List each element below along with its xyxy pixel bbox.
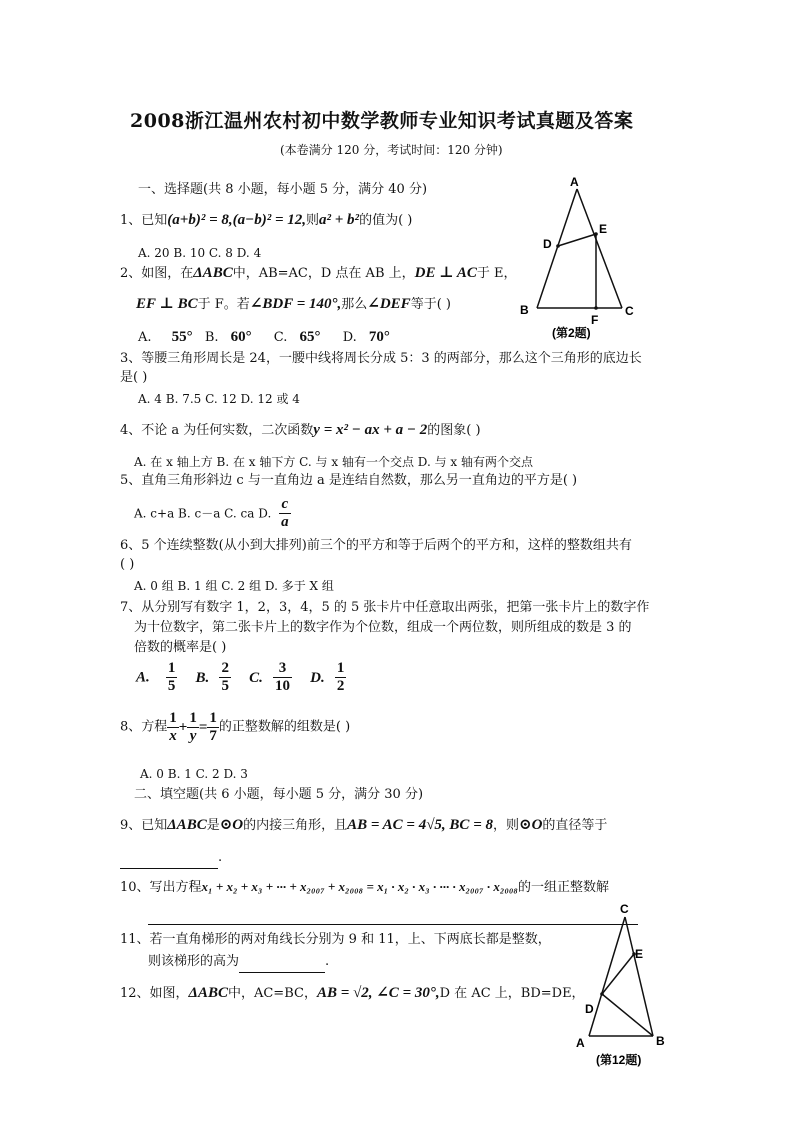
section-heading: 一、选择题(共 8 小题，每小题 5 分，满分 40 分) [138,182,428,197]
q2-angle-1: ∠BDF = 140°, [249,296,342,312]
q9-text-3: ，则 [493,818,520,833]
q10-formula: x₁ + x₂ + x₃ + ··· + x₂₀₀₇ + x₂₀₀₈ = x₁ · x₂ · x₃ · ··· · x₂₀₀₇ · x₂₀₀₈ [201,879,518,894]
q8-fraction-2 [187,710,199,745]
fig2-caption: (第2题) [552,326,591,340]
question-3-line-1: 3、等腰三角形周长是 24，一腰中线将周长分成 5：3 的两部分，那么这个三角形的底边长 [120,351,642,366]
q8-plus: + [178,719,188,736]
question-7-line-2: 为十位数字，第二张卡片上的数字作为个位数，组成一个两位数，则所组成的数是 3 的 [134,620,632,635]
question-11-line-2 [148,952,329,973]
question-1 [120,210,412,231]
q1-mid: 则 [306,213,320,228]
q2-text-1: 中，AB=AC，D 点在 AB 上， [232,266,415,281]
question-8 [120,710,350,745]
question-12 [120,983,585,1004]
fig2-point-d [556,244,560,248]
fig2-label-b: B [520,303,529,317]
q8-fraction-1 [167,710,179,745]
q9-end: . [218,850,223,865]
figure-2 [512,172,652,344]
fig12-side-ac [589,917,625,1036]
q9-answer-blank[interactable] [120,848,218,869]
q11-text: 则该梯形的高为 [148,954,240,969]
q2-option-d-label: D. [342,330,357,345]
q2-option-a: 55° [171,329,193,345]
q8-prefix: 8、方程 [120,719,168,735]
q4-options: A. 在 x 轴上方 B. 在 x 轴下方 C. 与 x 轴有一个交点 D. 与 x 轴有两个交点 [134,455,533,469]
question-3-line-2: 是( ) [120,370,148,385]
q1-formula-1: (a+b)² = 8, [167,212,233,228]
fig12-label-a: A [576,1036,585,1050]
fig2-segment-de [558,234,596,246]
fig12-point-d [600,992,604,996]
q2-options [138,327,390,348]
q2-option-c: 65° [299,329,321,345]
q12-suffix: D 在 AC 上，BD=DE， [439,986,585,1001]
fig2-label-f: F [591,313,599,327]
fig12-label-d: D [585,1002,594,1016]
q1-prefix: 1、已知 [120,213,168,228]
page-title: 2008浙江温州农村初中数学教师专业知识考试真题及答案 [130,110,634,132]
q2-perp-2: EF ⊥ BC [136,296,198,312]
fig2-label-e: E [599,222,608,236]
q7-option-a-label: A. [136,669,150,686]
q7-option-a-fraction [166,660,178,695]
q8-options: A. 0 B. 1 C. 2 D. 3 [140,767,248,781]
question-6-line-1: 6、5 个连续整数(从小到大排列)前三个的平方和等于后两个的平方和，这样的整数组共有 [120,538,632,553]
q8-fraction-3 [207,710,219,745]
q2-text-3: 于 F。若 [197,297,250,312]
q7-option-c-fraction [273,660,292,695]
q5-frac-den: a [281,514,289,530]
fig12-label-b: B [656,1034,665,1048]
q2-option-b: 60° [230,329,252,345]
fig2-point-e [594,232,598,236]
q12-formula: AB = √2, ∠C = 30°, [316,985,440,1001]
q5-frac-num: c [279,496,291,514]
q9-formula: AB = AC = 4√5, BC = 8 [347,817,493,833]
q7-option-b-fraction [219,660,231,695]
fig12-label-c: C [620,902,629,916]
fig2-label-a: A [570,175,579,189]
section-heading-2: 二、填空题(共 6 小题，每小题 5 分，满分 30 分) [134,787,424,802]
q2-text-5: 等于( ) [410,297,451,312]
q7-c-num: 3 [273,660,292,678]
q7-d-den: 2 [336,678,345,694]
page-subtitle: (本卷满分 120 分，考试时间：120 分钟) [280,143,503,157]
q10-suffix: 的一组正整数解 [517,880,609,895]
fig12-segment-de [602,954,634,994]
q12-text-1: 中，AC=BC， [227,986,317,1001]
question-9 [120,815,607,836]
q4-prefix: 4、不论 a 为任何实数，二次函数 [120,423,314,438]
q2-angle-2: ∠DEF [367,296,411,312]
q8-suffix: 的正整数解的组数是( ) [218,719,351,735]
q2-triangle: ΔABC [193,265,233,281]
q1-suffix: 的值为( ) [359,213,413,228]
q7-c-den: 10 [275,678,290,694]
figure-12 [568,896,678,1074]
q11-end: . [325,954,330,969]
q3-options: A. 4 B. 7.5 C. 12 D. 12 或 4 [138,392,300,406]
q1-options: A. 20 B. 10 C. 8 D. 4 [138,246,262,260]
q9-text-2: 的内接三角形，且 [243,818,348,833]
q2-option-d: 70° [368,329,390,345]
q8-f1-den: x [169,728,177,744]
q2-text-4: 那么 [341,297,368,312]
fig12-label-e: E [635,947,644,961]
question-2-line-1 [120,263,516,284]
q9-circle: ⊙O [219,817,244,833]
fig2-side-ac [577,189,622,308]
q10-prefix: 10、写出方程 [120,880,202,895]
fig2-label-d: D [543,237,552,251]
q5-options-text: A. c+a B. c－a C. ca D. [134,506,272,521]
question-2-line-2 [136,294,451,315]
fig2-label-c: C [625,304,634,318]
question-7-line-1: 7、从分别写有数字 1，2，3，4，5 的 5 张卡片中任意取出两张，把第一张卡片上的数字作 [120,600,650,615]
question-5: 5、直角三角形斜边 c 与一直角边 a 是连结自然数，那么另一直角边的平方是( ) [120,473,578,488]
q7-options [136,660,346,695]
q10-answer-blank[interactable] [148,924,638,925]
question-7-line-3: 倍数的概率是( ) [134,640,227,655]
q5-option-d-fraction [279,496,291,531]
q9-triangle: ΔABC [167,817,207,833]
q9-prefix: 9、已知 [120,818,168,833]
fig2-point-f [594,306,598,310]
q9-suffix: 的直径等于 [542,818,608,833]
q8-f1-num: 1 [169,710,177,726]
q9-circle-2: ⊙O [519,817,543,833]
fig12-side-bc [625,917,653,1036]
q8-f3-den: 7 [209,728,217,744]
q2-option-b-label: B. [204,330,219,345]
q7-option-c-label: C. [249,669,263,686]
q7-a-num: 1 [167,660,176,676]
q7-b-den: 5 [221,678,229,694]
q11-answer-blank[interactable] [239,952,325,973]
question-11-line-1: 11、若一直角梯形的两对角线长分别为 9 和 11，上、下两底长都是整数， [120,932,551,947]
fig12-caption: (第12题) [596,1053,642,1067]
q7-b-num: 2 [221,660,229,676]
q7-option-d-fraction [335,660,347,695]
q9-answer-line[interactable] [120,848,222,869]
q7-a-den: 5 [167,678,176,694]
q7-option-b-label: B. [195,669,210,686]
q9-text-1: 是 [206,818,220,833]
q8-equals: = [198,719,208,736]
q12-prefix: 12、如图， [120,986,189,1001]
q8-f2-den: y [189,728,197,744]
q2-prefix: 2、如图，在 [120,266,194,281]
q8-f3-num: 1 [209,710,217,726]
q2-perp-1: DE ⊥ AC [414,265,477,281]
q2-option-a-label: A. [138,330,152,345]
q7-option-d-label: D. [310,669,325,686]
q7-d-num: 1 [336,660,345,676]
q1-formula-2: (a−b)² = 12, [232,212,306,228]
q12-triangle: ΔABC [188,985,228,1001]
q4-suffix: 的图象( ) [427,423,481,438]
q1-formula-3: a² + b² [319,212,360,228]
q8-f2-num: 1 [189,710,197,726]
q6-options: A. 0 组 B. 1 组 C. 2 组 D. 多于 X 组 [134,579,334,593]
q2-text-2: 于 E， [476,266,517,281]
q2-option-c-label: C. [273,330,288,345]
question-4 [120,420,481,441]
question-6-line-2: ( ) [120,557,135,572]
q4-formula: y = x² − ax + a − 2 [313,422,428,438]
q5-options [134,496,291,531]
question-10 [120,877,609,898]
